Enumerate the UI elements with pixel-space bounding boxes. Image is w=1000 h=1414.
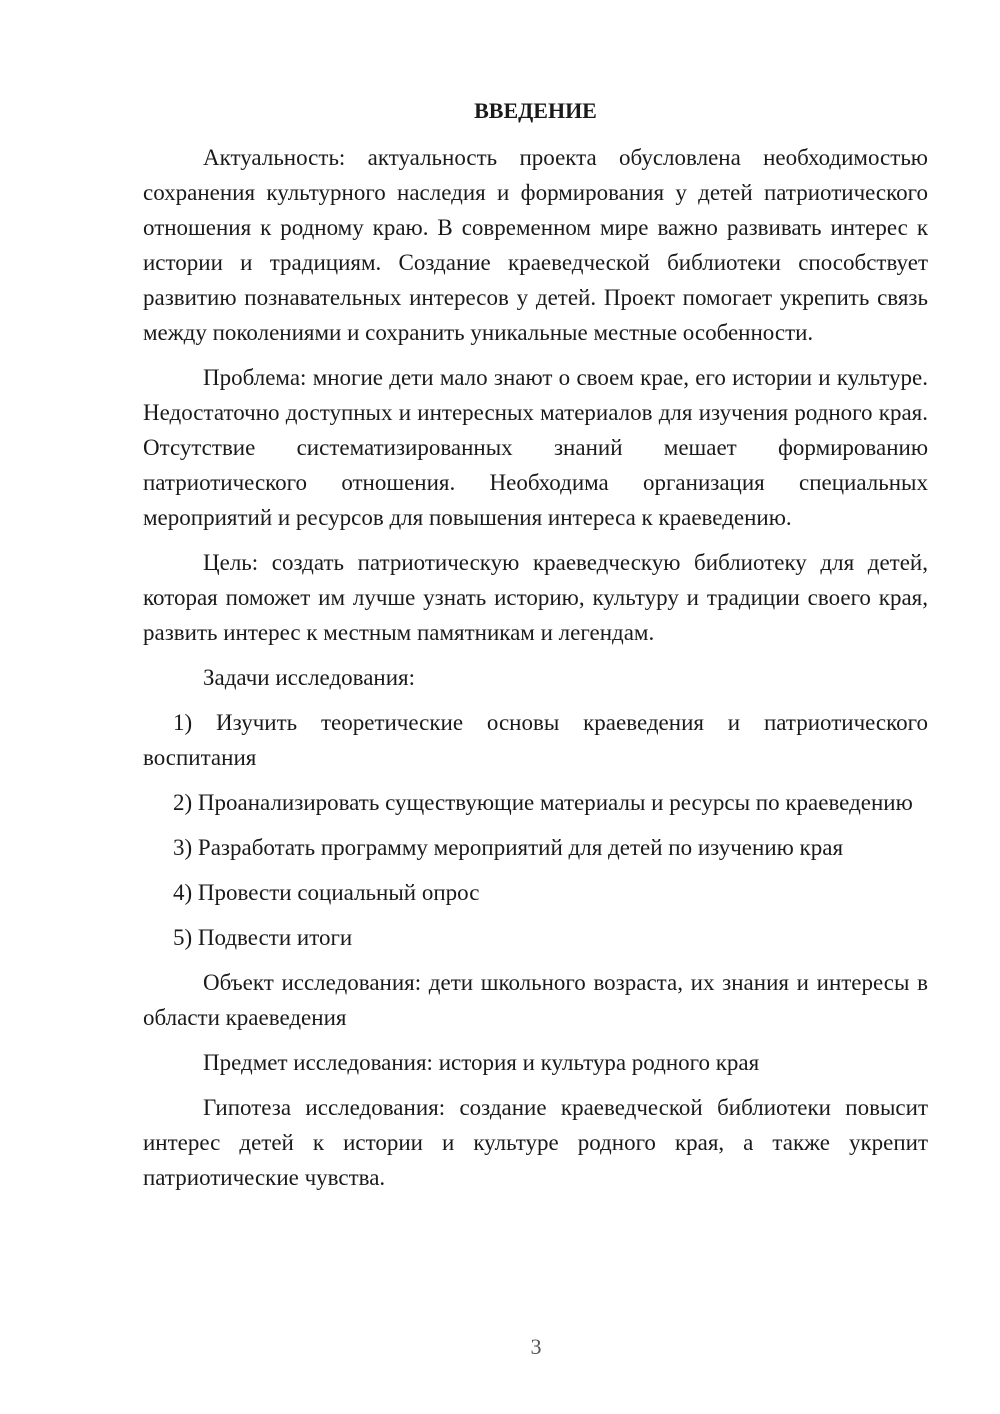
problem-paragraph: Проблема: многие дети мало знают о своем крае, его истории и культуре. Недостаточно доступных и интересных материалов для изучения родного края. Отсутствие систематизированных знаний мешает формированию патриотического отношения. Необходима организация специальных мероприятий и ресурсов для повышения интереса к краеведению. [143,365,928,530]
task-item-2: 2) Проанализировать существующие материалы и ресурсы по краеведению [173,790,913,815]
task-item-4: 4) Провести социальный опрос [173,880,480,905]
task-item-3: 3) Разработать программу мероприятий для детей по изучению края [173,835,844,860]
goal-paragraph: Цель: создать патриотическую краеведческую библиотеку для детей, которая поможет им лучше узнать историю, культуру и традиции своего края, развить интерес к местным памятникам и легендам. [143,550,928,645]
relevance-paragraph: Актуальность: актуальность проекта обусловлена необходимостью сохранения культурного наследия и формирования у детей патриотического отношения к родному краю. В современном мире важно развивать интерес к истории и традициям. Создание краеведческой библиотеки способствует развитию познавательных интересов у детей. Проект помогает укрепить связь между поколениями и сохранить уникальные местные особенности. [143,145,928,345]
tasks-heading: Задачи исследования: [203,665,416,690]
object-paragraph: Объект исследования: дети школьного возраста, их знания и интересы в области краеведения [143,970,928,1030]
subject-paragraph: Предмет исследования: история и культура родного края [203,1050,760,1075]
hypothesis-paragraph: Гипотеза исследования: создание краеведческой библиотеки повысит интерес детей к истории и культуре родного края, а также укрепит патриотические чувства. [143,1095,928,1190]
task-item-1: 1) Изучить теоретические основы краеведения и патриотического воспитания [143,710,928,770]
page-number: 3 [530,1334,542,1359]
document-body [143,96,928,1205]
task-item-5: 5) Подвести итоги [173,925,353,950]
page-title: ВВЕДЕНИЕ [474,98,597,123]
